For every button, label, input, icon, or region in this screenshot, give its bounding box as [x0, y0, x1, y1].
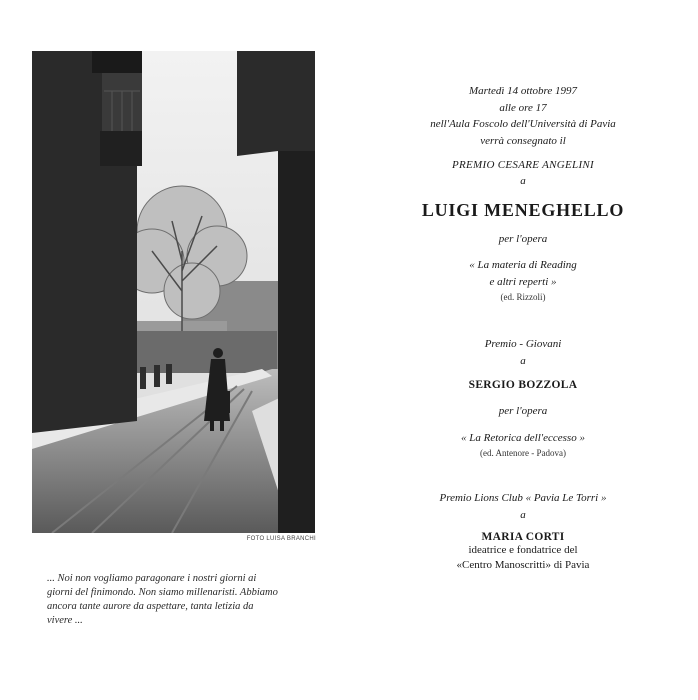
for-work-1: per l'opera — [498, 232, 548, 245]
work-1-line1: « La materia di Reading — [469, 259, 577, 271]
publisher-2: (ed. Antenore - Padova) — [480, 448, 566, 458]
photo-illustration — [32, 51, 315, 533]
prize-lions: Premio Lions Club « Pavia Le Torri » — [439, 492, 607, 504]
photo-credit: FOTO LUISA BRANCHI — [246, 536, 316, 542]
time-line: alle ore 17 — [499, 101, 547, 114]
publisher-1: (ed. Rizzoli) — [500, 292, 546, 302]
winner-3: MARIA CORTI — [481, 531, 565, 543]
to-3: a — [520, 508, 526, 521]
quote-line: ... Noi non vogliamo paragonare i nostri giorni ai — [47, 573, 257, 584]
quote-line: vivere ... — [47, 615, 83, 626]
prize-youth: Premio - Giovani — [484, 338, 562, 350]
to-2: a — [520, 354, 526, 367]
winner-1: LUIGI MENEGHELLO — [421, 199, 625, 220]
work-2: « La Retorica dell'eccesso » — [461, 431, 585, 444]
prize-main: PREMIO CESARE ANGELINI — [451, 159, 595, 171]
place-line: nell'Aula Foscolo dell'Università di Pavia — [430, 118, 616, 130]
to-1: a — [520, 175, 526, 187]
work-1-line2: e altri reperti » — [489, 275, 557, 288]
verb-line: verrà consegnato il — [480, 134, 566, 147]
snowy-street-photo — [32, 51, 315, 533]
quote-line: giorni del finimondo. Non siamo millenaristi. Abbiamo — [47, 587, 278, 598]
for-work-2: per l'opera — [498, 405, 548, 417]
quote-line: ancora tante aurore da aspettare, tanta letizia da — [47, 601, 254, 612]
winner-3-center: «Centro Manoscritti» di Pavia — [456, 559, 590, 571]
quote-text — [47, 572, 317, 628]
announcement — [380, 83, 666, 573]
winner-2: SERGIO BOZZOLA — [468, 379, 578, 391]
date-line: Martedì 14 ottobre 1997 — [468, 85, 578, 97]
winner-3-role: ideatrice e fondatrice del — [468, 544, 578, 556]
